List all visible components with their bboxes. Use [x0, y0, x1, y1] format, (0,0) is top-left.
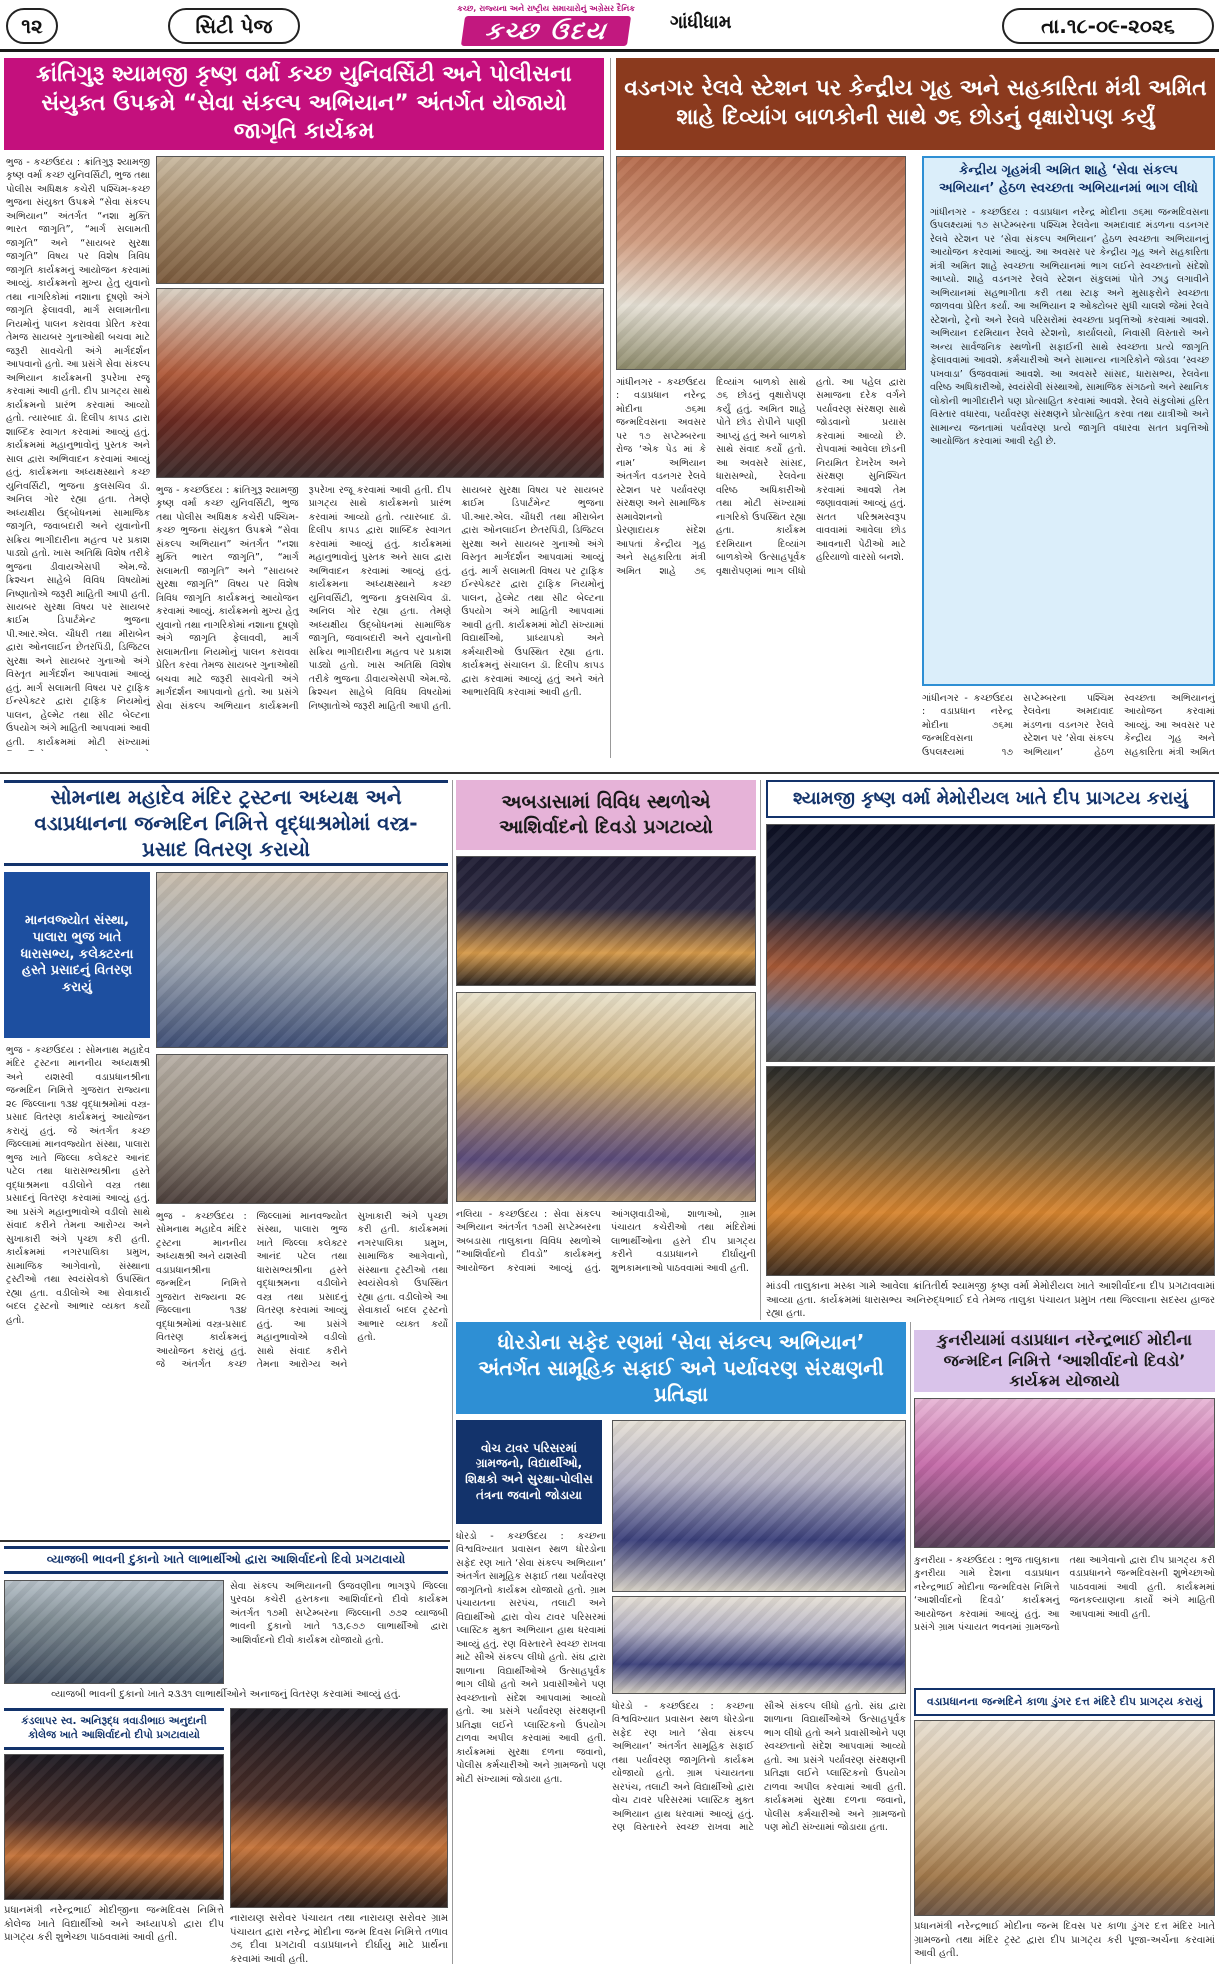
memorial-statue-night-photo	[766, 824, 1215, 1062]
shop-caption: વ્યાજબી ભાવની દુકાનો ખાતે ૨૩૩૧ લાભાર્થીઓને અનાજનું વિતરણ કરવામાં આવ્યું હતું.	[51, 1689, 401, 1700]
narayan-sarovar-caption: નારાયણ સરોવર પંચાયત તથા નારાયણ સરોવર ગ્રામ પંચાયત દ્વારા નરેન્દ્ર મોદીના જન્મ દિવસ નિમિત્તે તળાવ ૭૬ દીવા પ્રગટાવી વડાપ્રધાનને દીર્ઘાયુ માટે પ્રાર્થના કરવામાં આવી હતી.	[230, 1913, 448, 1965]
cleanliness-box-continued: ગાંધીનગર - કચ્છઉદય : વડાપ્રધાન નરેન્દ્ર મોદીના ૭૬મા જન્મદિવસના ઉપલક્ષ્યમાં ૧૭ સપ્ટેમ્બરના પશ્ચિમ રેલવેના અમદાવાદ મંડળના વડનગર રેલવે સ્ટેશન પર ‘સેવા સંકલ્પ અભિયાન’ હેઠળ સ્વચ્છતા અભિયાનનું આયોજન કરવામાં આવ્યું. આ અવસર પર કેન્દ્રીય ગૃહ અને સહકારિતા મંત્રી અમિત	[922, 693, 1215, 758]
shyamji-caption: માંડવી તાલુકાના મસ્કા ગામે આવેલા ક્રાંતિતીર્થ શ્યામજી કૃષ્ણ વર્મા મેમોરીયલ ખાતે આશીર્વાદના દીપ પ્રગટાવવામાં આવ્યા હતા. કાર્યક્રમમાં ધારાસભ્ય અનિરુદ્ધભાઈ દવે તેમજ તાલુકા પંચાયત પ્રમુખ તથા જિલ્લાના સદસ્ય હાજર રહ્યા હતા.	[766, 1281, 1215, 1319]
column-divider	[760, 780, 761, 1320]
abdasa-body: નલિયા - કચ્છઉદય : સેવા સંકલ્પ અભિયાન અંતર્ગત ૧૭મી સપ્ટેમ્બરના અબડાસા તાલુકાના વિવિધ સ્થળોએ “આશિર્વાદનો દીવડો” કાર્યક્રમનું આયોજન કરવામાં આવ્યું હતું. આંગણવાડીઓ, શાળાઓ, ગ્રામ પંચાયત કચેરીઓ તથા મંદિરોમાં લાભાર્થીઓના હસ્તે દીપ પ્રાગટ્ય કરીને વડાપ્રધાનને દીર્ઘાયુની શુભકામનાઓ પાઠવવામાં આવી હતી.	[456, 1209, 756, 1274]
kunariya-stage-photo	[914, 1398, 1215, 1548]
college-caption: પ્રધાનમંત્રી નરેન્દ્રભાઈ મોદીજીના જન્મદિવસ નિમિત્તે કોલેજ ખાતે વિદ્યાર્થીઓ અને અધ્યાપકો દ્વારા દીપ પ્રાગટ્ય કરી શુભેચ્છા પાઠવવામાં આવી હતી.	[4, 1905, 224, 1943]
university-stage-photo	[156, 156, 604, 284]
column-divider	[910, 1322, 911, 1964]
kunariya-body: કુનરીયા - કચ્છઉદય : ભુજ તાલુકાના કુનરીયા ગામે દેશના વડાપ્રધાન નરેન્દ્રભાઈ મોદીના જન્મદિવસ નિમિત્તે ‘આશીર્વાદનો દિવડો’ કાર્યક્રમનું આયોજન કરવામાં આવ્યું હતું. આ પ્રસંગે ગ્રામ પંચાયત ભવનમાં ગ્રામજનો તથા આગેવાનો દ્વારા દીપ પ્રાગટ્ય કરી વડાપ્રધાનને જન્મદિવસની શુભેચ્છાઓ પાઠવવામાં આવી હતી. કાર્યક્રમમાં જનકલ્યાણના કાર્યો અંગે માહિતી આપવામાં આવી હતી.	[914, 1555, 1215, 1634]
section-divider	[0, 1540, 450, 1542]
vadnagar-body: ગાંધીનગર - કચ્છઉદય : વડાપ્રધાન નરેન્દ્ર મોદીના ૭૬મા જન્મદિવસના અવસર પર ૧૭ સપ્ટેમ્બરના રોજ ‘એક પેડ માં કે નામ’ અભિયાન અંતર્ગત વડનગર રેલવે સ્ટેશન પર પર્યાવરણ સંરક્ષણ અને સામાજિક સમાવેશનનો પ્રેરણાદાયક સંદેશ આપતાં કેન્દ્રીય ગૃહ અને સહકારિતા મંત્રી અમિત શાહે ૭૬ દિવ્યાંગ બાળકો સાથે ૭૬ છોડનું વૃક્ષારોપણ કર્યું હતું. અમિત શાહે પોતે છોડ રોપીને પાણી આપ્યું હતું અને બાળકો સાથે સંવાદ કર્યો હતો. આ અવસરે સાંસદ, ધારાસભ્યો, રેલવેના વરિષ્ઠ અધિકારીઓ તથા મોટી સંખ્યામાં નાગરિકો ઉપસ્થિત રહ્યા હતા. કાર્યક્રમ દરમિયાન દિવ્યાંગ બાળકોએ ઉત્સાહપૂર્વક વૃક્ષારોપણમાં ભાગ લીધો હતો. આ પહેલ દ્વારા સમાજના દરેક વર્ગને પર્યાવરણ સંરક્ષણ સાથે જોડવાનો પ્રયાસ કરવામાં આવ્યો છે. રોપવામાં આવેલા છોડની નિયમિત દેખરેખ અને સંરક્ષણ સુનિશ્ચિત કરવામાં આવશે તેમ જણાવવામાં આવ્યું હતું. સતત પરિશ્રમસ્વરૂપ વાવવામાં આવેલા છોડ આવનારી પેઢીઓ માટે હરિયાળો વારસો બનશે.	[616, 377, 906, 577]
somnath-sidebox: માનવજ્યોત સંસ્થા, પાલારા ભુજ ખાતે ધારાસભ્ય, કલેક્ટરના હસ્તે પ્રસાદનું વિતરણ કરાયું	[4, 872, 150, 1038]
cleanliness-sidebar-box	[922, 156, 1215, 686]
university-audience-photo	[156, 288, 604, 478]
university-headline: ક્રાંતિગુરૂ શ્યામજી કૃષ્ણ વર્મા કચ્છ યુનિવર્સિટી અને પોલીસના સંયુક્ત ઉપક્રમે “સેવા સંકલ્પ અભિયાન” અંતર્ગત યોજાયો જાગૃતિ કાર્યક્રમ	[4, 58, 604, 150]
logo-name: કચ્છ ઉદય	[461, 16, 631, 46]
section-name: સિટી પેજ	[168, 8, 300, 44]
column-divider	[610, 58, 611, 758]
elderly-home-distribution-photo	[156, 872, 448, 1048]
city-name: ગાંધીધામ	[670, 12, 732, 33]
ration-shop-beneficiaries-photo	[4, 1580, 224, 1684]
elderly-home-gathering-photo	[156, 1054, 448, 1204]
somnath-headline: સોમનાથ મહાદેવ મંદિર ટ્રસ્ટના અધ્યક્ષ અને વડાપ્રધાનના જન્મદિન નિમિત્તે વૃદ્ધાશ્રમોમાં વસ્ત્ર-પ્રસાદ વિતરણ કરાયો	[4, 780, 448, 866]
dhordo-headline: ધોરડોના સફેદ રણમાં ‘સેવા સંકલ્પ અભિયાન’ અંતર્ગત સામૂહિક સફાઈ અને પર્યાવરણ સંરક્ષણની પ્રતિજ્ઞા	[456, 1322, 906, 1414]
section-divider	[0, 772, 1219, 774]
white-rann-pledge-photo	[612, 1596, 906, 1694]
newspaper-logo	[430, 4, 662, 48]
college-lamp-photo	[4, 1754, 224, 1900]
narayan-sarovar-candle-photo	[230, 1708, 448, 1908]
shop-body: સેવા સંકલ્પ અભિયાનની ઉજવણીના ભાગરૂપે જિલ્લા પુરવઠા કચેરી હસ્તકના આશિર્વાદનો દીવો કાર્યક્રમ અંતર્ગત ૧૭મી સપ્ટેમ્બરના જિલ્લાની ૭૭૨ વ્યાજબી ભાવની દુકાનો ખાતે ૧૩,૯૭૭ લાભાર્થીઓ દ્વારા આશિર્વાદનો દીવો કાર્યક્રમ યોજાયો હતો.	[230, 1581, 448, 1646]
college-headline: કંડલાપર સ્વ. અનિરૂદ્ધ ત્રવાડીભાઇ અનુદાની કોલેજ ખાતે આશિર્વાદનો દીપો પ્રગટાવાયો	[4, 1708, 224, 1750]
university-body-cols: ભુજ - કચ્છઉદય : ક્રાંતિગુરૂ શ્યામજી કૃષ્ણ વર્મા કચ્છ યુનિવર્સિટી, ભુજ તથા પોલીસ અધિક્ષક કચેરી પશ્ચિમ-કચ્છ ભુજના સંયુક્ત ઉપક્રમે “સેવા સંકલ્પ અભિયાન” અંતર્ગત “નશા મુક્તિ ભારત જાગૃતિ”, “માર્ગ સલામતી જાગૃતિ” અને “સાયબર સુરક્ષા જાગૃતિ” વિષય પર વિશેષ ત્રિવિધ જાગૃતિ કાર્યક્રમનું આયોજન કરવામાં આવ્યું. કાર્યક્રમનો મુખ્ય હેતુ યુવાનો તથા નાગરિકોમાં નશાના દૂષણો અંગે જાગૃતિ ફેલાવવી, માર્ગ સલામતીના નિયમોનું પાલન કરાવવા પ્રેરિત કરવા તેમજ સાયબર ગુનાઓથી બચવા માટે જરૂરી સાવચેતી અંગે માર્ગદર્શન આપવાનો હતો. આ પ્રસંગે સેવા સંકલ્પ અભિયાન કાર્યક્રમની રૂપરેખા રજૂ કરવામાં આવી હતી. દીપ પ્રાગટ્ય સાથે કાર્યક્રમનો પ્રારંભ કરવામાં આવ્યો હતો. ત્યારબાદ ડૉ. દિલીપ કાપડ દ્વારા શાબ્દિક સ્વાગત કરવામાં આવ્યું હતું. કાર્યક્રમમાં મહાનુભાવોનું પુસ્તક અને સાલ દ્વારા અભિવાદન કરવામાં આવ્યું હતું. કાર્યક્રમના અધ્યક્ષસ્થાને કચ્છ યુનિવર્સિટી, ભુજના કુલસચિવ ડૉ. અનિલ ગોર રહ્યા હતા. તેમણે અધ્યક્ષીય ઉદ્બોધનમાં સામાજિક જાગૃતિ, જવાબદારી અને યુવાનોની સક્રિય ભાગીદારીના મહત્વ પર પ્રકાશ પાડ્યો હતો. ખાસ અતિથિ વિશેષ તરીકે ભુજના ડીવાયએસપી એમ.જે. ક્રિશ્ચન સાહેબે વિવિધ વિષયોમાં નિષ્ણાતોએ જરૂરી માહિતી આપી હતી. સાયબર સુરક્ષા વિષય પર સાયબર ક્રાઈમ ડિપાર્ટમેન્ટ ભુજના પી.આર.એલ. ચૌધરી તથા મીરાબેન દ્વારા ઓનલાઈન છેતરપિંડી, ડિજિટલ સુરક્ષા અને સાયબર ગુનાઓ અંગે વિસ્તૃત માર્ગદર્શન આપવામાં આવ્યું હતું. માર્ગ સલામતી વિષય પર ટ્રાફિક ઈન્સ્પેક્ટર દ્વારા ટ્રાફિક નિયમોનું પાલન, હેલ્મેટ તથા સીટ બેલ્ટના ઉપયોગ અંગે માહિતી આપવામાં આવી હતી. કાર્યક્રમમાં મોટી સંખ્યામાં વિદ્યાર્થીઓ, પ્રાધ્યાપકો અને કર્મચારીઓ ઉપસ્થિત રહ્યા હતા. કાર્યક્રમનું સંચાલન ડૉ. દિલીપ કાપડ દ્વારા કરવામાં આવ્યું હતું અને અંતે આભારવિધિ કરવામાં આવી હતી.	[156, 485, 604, 712]
white-rann-students-cleanup-photo	[612, 1420, 906, 1592]
cleanliness-box-title: કેન્દ્રીય ગૃહમંત્રી અમિત શાહે ‘સેવા સંકલ્પ અભિયાન’ હેઠળ સ્વચ્છતા અભિયાનમાં ભાગ લીધો	[938, 163, 1199, 196]
issue-date: તા.૧૮-૦૯-૨૦૨૬	[1002, 8, 1214, 44]
dhordo-body-col1: ધોરડો - કચ્છઉદય : કચ્છના વિશ્વવિખ્યાત પ્રવાસન સ્થળ ધોરડોના સફેદ રણ ખાતે ‘સેવા સંકલ્પ અભિયાન’ અંતર્ગત સામૂહિક સફાઈ તથા પર્યાવરણ જાગૃતિનો કાર્યક્રમ યોજાયો હતો. ગ્રામ પંચાયતના સરપંચ, તલાટી અને વિદ્યાર્થીઓ દ્વારા વોચ ટાવર પરિસરમાં પ્લાસ્ટિક મુક્ત અભિયાન હાથ ધરવામાં આવ્યું હતું. રણ વિસ્તારને સ્વચ્છ રાખવા માટે સૌએ સંકલ્પ લીધો હતો. સંઘ દ્વારા શાળાના વિદ્યાર્થીઓએ ઉત્સાહપૂર્વક ભાગ લીધો હતો અને પ્રવાસીઓને પણ સ્વચ્છતાનો સંદેશ આપવામાં આવ્યો હતો. આ પ્રસંગે પર્યાવરણ સંરક્ષણની પ્રતિજ્ઞા લઈને પ્લાસ્ટિકનો ઉપયોગ ટાળવા અપીલ કરવામાં આવી હતી. કાર્યક્રમમાં સુરક્ષા દળના જવાનો, પોલીસ કર્મચારીઓ અને ગ્રામજનો પણ મોટી સંખ્યામાં જોડાયા હતા.	[456, 1531, 606, 1785]
abdasa-headline: અબડાસામાં વિવિધ સ્થળોએ આશિર્વાદનો દિવડો પ્રગટાવ્યો	[456, 780, 756, 850]
kalodungar-headline: વડાપ્રધાનના જન્મદિને કાળા ડુંગર દત્ત મંદિરે દીપ પ્રાગટ્ય કરાયું	[914, 1688, 1215, 1716]
night-lamp-lighting-photo	[456, 856, 756, 986]
kunariya-headline: કુનરીયામાં વડાપ્રધાન નરેન્દ્રભાઈ મોદીના જન્મદિન નિમિત્તે ‘આશીર્વાદનો દિવડો’ કાર્યક્રમ યોજાયો	[914, 1330, 1215, 1392]
memorial-diya-lighting-photo	[766, 1066, 1215, 1276]
dhordo-sidebox: વોચ ટાવર પરિસરમાં ગ્રામજનો, વિદ્યાર્થીઓ, શિક્ષકો અને સુરક્ષા-પોલીસ તંત્રના જવાનો જોડાયા	[456, 1420, 602, 1524]
kalodungar-caption: પ્રધાનમંત્રી નરેન્દ્રભાઈ મોદીના જન્મ દિવસ પર કાળા ડુંગર દત્ત મંદિર ખાતે ગ્રામજનો તથા મંદિર ટ્રસ્ટ દ્વારા દીપ પ્રાગટ્ય કરી પૂજા-અર્ચના કરવામાં આવી હતી.	[914, 1921, 1215, 1959]
masthead	[0, 0, 1219, 52]
kalo-dungar-temple-photo	[914, 1720, 1215, 1916]
page-number: ૧૨	[6, 8, 58, 44]
university-body-col1: ભુજ - કચ્છઉદય : ક્રાંતિગુરૂ શ્યામજી કૃષ્ણ વર્મા કચ્છ યુનિવર્સિટી, ભુજ તથા પોલીસ અધિક્ષક કચેરી પશ્ચિમ-કચ્છ ભુજના સંયુક્ત ઉપક્રમે “સેવા સંકલ્પ અભિયાન” અંતર્ગત “નશા મુક્તિ ભારત જાગૃતિ”, “માર્ગ સલામતી જાગૃતિ” અને “સાયબર સુરક્ષા જાગૃતિ” વિષય પર વિશેષ ત્રિવિધ જાગૃતિ કાર્યક્રમનું આયોજન કરવામાં આવ્યું. કાર્યક્રમનો મુખ્ય હેતુ યુવાનો તથા નાગરિકોમાં નશાના દૂષણો અંગે જાગૃતિ ફેલાવવી, માર્ગ સલામતીના નિયમોનું પાલન કરાવવા પ્રેરિત કરવા તેમજ સાયબર ગુનાઓથી બચવા માટે જરૂરી સાવચેતી અંગે માર્ગદર્શન આપવાનો હતો. આ પ્રસંગે સેવા સંકલ્પ અભિયાન કાર્યક્રમની રૂપરેખા રજૂ કરવામાં આવી હતી. દીપ પ્રાગટ્ય સાથે કાર્યક્રમનો પ્રારંભ કરવામાં આવ્યો હતો. ત્યારબાદ ડૉ. દિલીપ કાપડ દ્વારા શાબ્દિક સ્વાગત કરવામાં આવ્યું હતું. કાર્યક્રમમાં મહાનુભાવોનું પુસ્તક અને સાલ દ્વારા અભિવાદન કરવામાં આવ્યું હતું. કાર્યક્રમના અધ્યક્ષસ્થાને કચ્છ યુનિવર્સિટી, ભુજના કુલસચિવ ડૉ. અનિલ ગોર રહ્યા હતા. તેમણે અધ્યક્ષીય ઉદ્બોધનમાં સામાજિક જાગૃતિ, જવાબદારી અને યુવાનોની સક્રિય ભાગીદારીના મહત્વ પર પ્રકાશ પાડ્યો હતો. ખાસ અતિથિ વિશેષ તરીકે ભુજના ડીવાયએસપી એમ.જે. ક્રિશ્ચન સાહેબે વિવિધ વિષયોમાં નિષ્ણાતોએ જરૂરી માહિતી આપી હતી. સાયબર સુરક્ષા વિષય પર સાયબર ક્રાઈમ ડિપાર્ટમેન્ટ ભુજના પી.આર.એલ. ચૌધરી તથા મીરાબેન દ્વારા ઓનલાઈન છેતરપિંડી, ડિજિટલ સુરક્ષા અને સાયબર ગુનાઓ અંગે વિસ્તૃત માર્ગદર્શન આપવામાં આવ્યું હતું. માર્ગ સલામતી વિષય પર ટ્રાફિક ઈન્સ્પેક્ટર દ્વારા ટ્રાફિક નિયમોનું પાલન, હેલ્મેટ તથા સીટ બેલ્ટના ઉપયોગ અંગે માહિતી આપવામાં આવી હતી. કાર્યક્રમમાં મોટી સંખ્યામાં	[6, 157, 150, 748]
column-divider	[452, 780, 453, 1964]
school-children-rangoli-photo	[456, 992, 756, 1202]
amit-shah-plantation-photo	[616, 156, 906, 370]
logo-tagline: કચ્છ, રાજ્યના અને રાષ્ટ્રીય સમાચારોનું અગ્રેસર દૈનિક	[457, 4, 635, 13]
cleanliness-box-body: ગાંધીનગર - કચ્છઉદય : વડાપ્રધાન નરેન્દ્ર મોદીના ૭૬મા જન્મદિવસના ઉપલક્ષ્યમાં ૧૭ સપ્ટેમ્બરના પશ્ચિમ રેલવેના અમદાવાદ મંડળના વડનગર રેલવે સ્ટેશન પર ‘સેવા સંકલ્પ અભિયાન’ હેઠળ સ્વચ્છતા અભિયાનનું આયોજન કરવામાં આવ્યું. આ અવસર પર કેન્દ્રીય ગૃહ અને સહકારિતા મંત્રી અમિત શાહે સ્વચ્છતા અભિયાનમાં ભાગ લઈને સ્વચ્છતાનો સંદેશો આપ્યો. શાહે વડનગર રેલવે સ્ટેશન સંકુલમાં પોતે ઝાડુ લગાવીને અભિયાનમાં સહભાગીતા કરી તથા સ્ટાફ અને મુસાફરોને સ્વચ્છતા જાળવવા પ્રેરિત કર્યા. આ અભિયાન ૨ ઓક્ટોબર સુધી ચાલશે જેમાં રેલવે સ્ટેશનો, ટ્રેનો અને રેલવે પરિસરોમાં સ્વચ્છતા પ્રવૃત્તિઓ કરવામાં આવશે. અભિયાન દરમિયાન રેલવે સ્ટેશનો, કાર્યાલયો, નિવાસી વિસ્તારો અને અન્ય સાર્વજનિક સ્થળોની સફાઈની સાથે સ્વચ્છતા પ્રત્યે જાગૃતિ ફેલાવવામાં આવશે. કર્મચારીઓ અને સામાન્ય નાગરિકોને જોડવા ‘સ્વચ્છ પખવાડા’ ઉજવવામાં આવશે. આ અવસરે સાંસદ, ધારાસભ્ય, રેલવેના વરિષ્ઠ અધિકારીઓ, સ્વયંસેવી સંસ્થાઓ, સામાજિક સંગઠનો અને સ્થાનિક લોકોની ભાગીદારીને પણ પ્રોત્સાહિત કરવામાં આવશે. રેલવે સંકુલોમાં હરિત વિસ્તાર વધારવા, પર્યાવરણ સંરક્ષણને પ્રોત્સાહિત કરવા તથા યાત્રીઓ અને સામાન્ય જનતામાં પર્યાવરણ પ્રત્યે જાગૃતિ વધારવા સતત પ્રવૃત્તિઓ આયોજિત કરવામાં આવી રહી છે.	[930, 207, 1209, 448]
somnath-body-cols: ભુજ - કચ્છઉદય : સોમનાથ મહાદેવ મંદિર ટ્રસ્ટના માનનીય અધ્યક્ષશ્રી અને યશસ્વી વડાપ્રધાનશ્રીના જન્મદિન નિમિત્તે ગુજરાત રાજ્યના ૨૯ જિલ્લાના ૧૩૪ વૃદ્ધાશ્રમોમાં વસ્ત્ર-પ્રસાદ વિતરણ કાર્યક્રમનું આયોજન કરાયું હતું. જે અંતર્ગત કચ્છ જિલ્લામાં માનવજ્યોત સંસ્થા, પાલારા ભુજ ખાતે જિલ્લા કલેક્ટર આનંદ પટેલ તથા ધારાસભ્યશ્રીના હસ્તે વૃદ્ધાશ્રમના વડીલોને વસ્ત્ર તથા પ્રસાદનું વિતરણ કરવામાં આવ્યું હતું. આ પ્રસંગે મહાનુભાવોએ વડીલો સાથે સંવાદ કરીને તેમના આરોગ્ય અને સુખાકારી અંગે પૃચ્છા કરી હતી. કાર્યક્રમમાં નગરપાલિકા પ્રમુખ, સામાજિક આગેવાનો, સંસ્થાના ટ્રસ્ટીઓ તથા સ્વયંસેવકો ઉપસ્થિત રહ્યા હતા. વડીલોએ આ સેવાકાર્ય બદલ ટ્રસ્ટનો આભાર વ્યક્ત કર્યો હતો.	[156, 1211, 448, 1371]
somnath-body-col1: ભુજ - કચ્છઉદય : સોમનાથ મહાદેવ મંદિર ટ્રસ્ટના માનનીય અધ્યક્ષશ્રી અને યશસ્વી વડાપ્રધાનશ્રીના જન્મદિન નિમિત્તે ગુજરાત રાજ્યના ૨૯ જિલ્લાના ૧૩૪ વૃદ્ધાશ્રમોમાં વસ્ત્ર-પ્રસાદ વિતરણ કાર્યક્રમનું આયોજન કરાયું હતું. જે અંતર્ગત કચ્છ જિલ્લામાં માનવજ્યોત સંસ્થા, પાલારા ભુજ ખાતે જિલ્લા કલેક્ટર આનંદ પટેલ તથા ધારાસભ્યશ્રીના હસ્તે વૃદ્ધાશ્રમના વડીલોને વસ્ત્ર તથા પ્રસાદનું વિતરણ કરવામાં આવ્યું હતું. આ પ્રસંગે મહાનુભાવોએ વડીલો સાથે સંવાદ કરીને તેમના આરોગ્ય અને સુખાકારી અંગે પૃચ્છા કરી હતી. કાર્યક્રમમાં નગરપાલિકા પ્રમુખ, સામાજિક આગેવાનો, સંસ્થાના ટ્રસ્ટીઓ તથા સ્વયંસેવકો ઉપસ્થિત રહ્યા હતા. વડીલોએ આ સેવાકાર્ય બદલ ટ્રસ્ટનો આભાર વ્યક્ત કર્યો હતો.	[6, 1045, 150, 1326]
shyamji-headline: શ્યામજી કૃષ્ણ વર્મા મેમોરીયલ ખાતે દીપ પ્રાગટય કરાયું	[766, 780, 1215, 818]
shop-headline: વ્યાજબી ભાવની દુકાનો ખાતે લાભાર્થીઓ દ્વારા આશિર્વાદનો દિવો પ્રગટાવાયો	[4, 1546, 448, 1574]
vadnagar-headline: વડનગર રેલવે સ્ટેશન પર કેન્દ્રીય ગૃહ અને સહકારિતા મંત્રી અમિત શાહે દિવ્યાંગ બાળકોની સાથે ૭૬ છોડનું વૃક્ષારોપણ કર્યું	[616, 58, 1215, 150]
dhordo-body-cols: ધોરડો - કચ્છઉદય : કચ્છના વિશ્વવિખ્યાત પ્રવાસન સ્થળ ધોરડોના સફેદ રણ ખાતે ‘સેવા સંકલ્પ અભિયાન’ અંતર્ગત સામૂહિક સફાઈ તથા પર્યાવરણ જાગૃતિનો કાર્યક્રમ યોજાયો હતો. ગ્રામ પંચાયતના સરપંચ, તલાટી અને વિદ્યાર્થીઓ દ્વારા વોચ ટાવર પરિસરમાં પ્લાસ્ટિક મુક્ત અભિયાન હાથ ધરવામાં આવ્યું હતું. રણ વિસ્તારને સ્વચ્છ રાખવા માટે સૌએ સંકલ્પ લીધો હતો. સંઘ દ્વારા શાળાના વિદ્યાર્થીઓએ ઉત્સાહપૂર્વક ભાગ લીધો હતો અને પ્રવાસીઓને પણ સ્વચ્છતાનો સંદેશ આપવામાં આવ્યો હતો. આ પ્રસંગે પર્યાવરણ સંરક્ષણની પ્રતિજ્ઞા લઈને પ્લાસ્ટિકનો ઉપયોગ ટાળવા અપીલ કરવામાં આવી હતી. કાર્યક્રમમાં સુરક્ષા દળના જવાનો, પોલીસ કર્મચારીઓ અને ગ્રામજનો પણ મોટી સંખ્યામાં જોડાયા હતા.	[612, 1701, 906, 1834]
